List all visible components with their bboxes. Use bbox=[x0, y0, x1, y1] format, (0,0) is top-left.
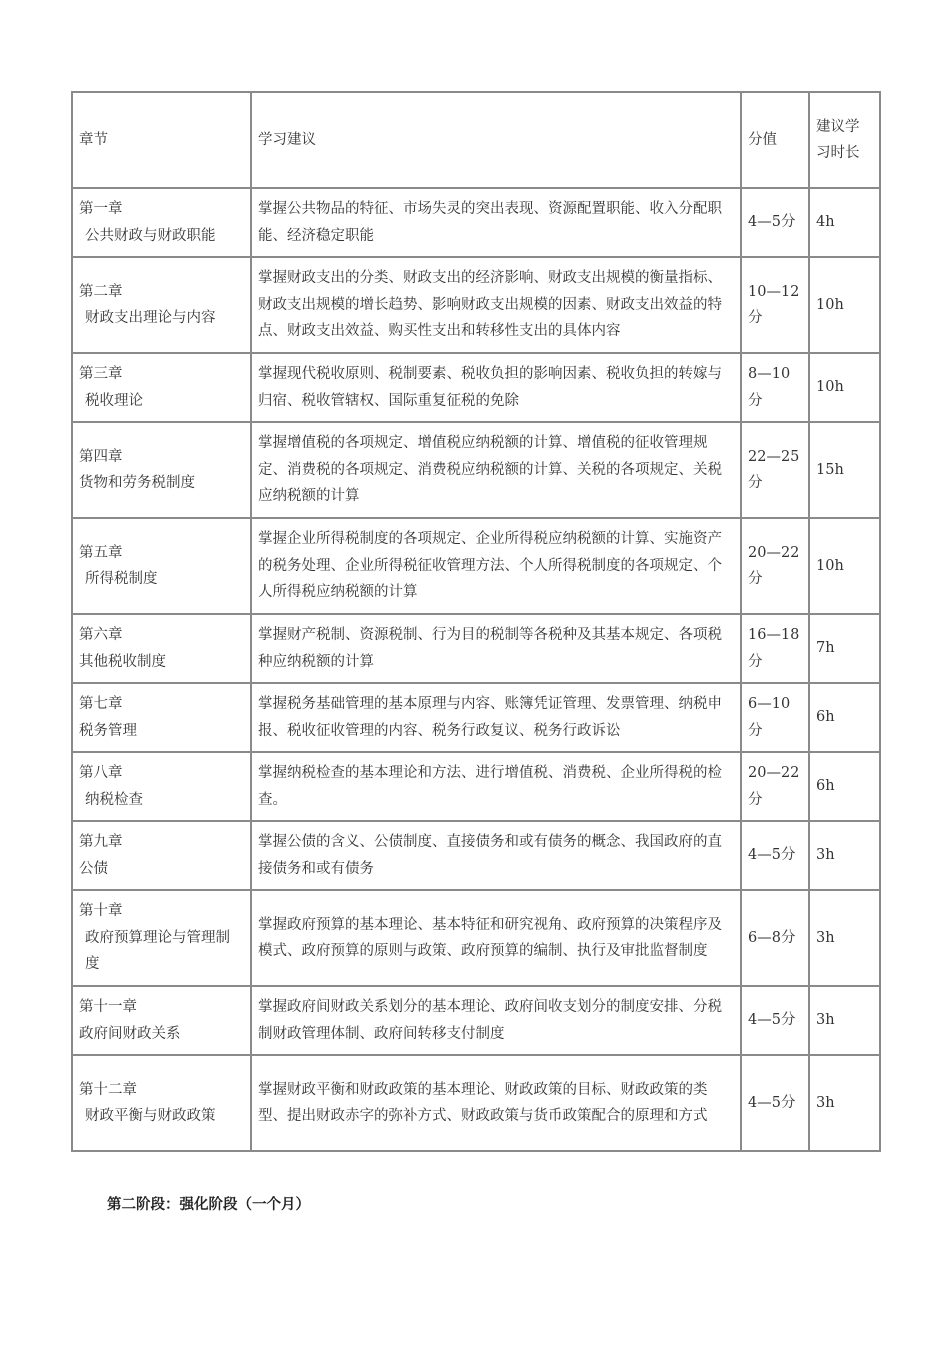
score-cell: 4—5分 bbox=[741, 188, 809, 257]
chapter-title: 税务管理 bbox=[79, 722, 137, 739]
advice-cell: 掌握政府间财政关系划分的基本理论、政府间收支划分的制度安排、分税制财政管理体制、政府间转移支付制度 bbox=[251, 986, 741, 1055]
chapter-title: 税收理论 bbox=[85, 392, 143, 409]
chapter-title: 政府间财政关系 bbox=[79, 1025, 181, 1042]
table-row bbox=[72, 518, 880, 614]
chapter-cell bbox=[72, 188, 251, 257]
score-cell: 20—22分 bbox=[741, 752, 809, 821]
score-cell: 20—22分 bbox=[741, 518, 809, 614]
chapter-number: 第九章 bbox=[79, 834, 123, 850]
table-row bbox=[72, 986, 880, 1055]
chapter-cell bbox=[72, 986, 251, 1055]
chapter-cell bbox=[72, 821, 251, 890]
score-cell: 6—8分 bbox=[741, 890, 809, 986]
chapter-title: 纳税检查 bbox=[85, 791, 143, 808]
chapter-number: 第三章 bbox=[79, 366, 123, 382]
time-cell: 3h bbox=[809, 986, 880, 1055]
score-cell: 22—25分 bbox=[741, 422, 809, 518]
time-cell: 10h bbox=[809, 257, 880, 353]
header-time: 建议学习时长 bbox=[809, 92, 880, 188]
chapter-cell bbox=[72, 614, 251, 683]
chapter-number: 第二章 bbox=[79, 283, 123, 300]
time-cell: 10h bbox=[809, 353, 880, 422]
chapter-title: 财政支出理论与内容 bbox=[85, 310, 216, 326]
time-cell: 3h bbox=[809, 821, 880, 890]
chapter-cell bbox=[72, 752, 251, 821]
score-cell: 16—18分 bbox=[741, 614, 809, 683]
advice-cell: 掌握公共物品的特征、市场失灵的突出表现、资源配置职能、收入分配职能、经济稳定职能 bbox=[251, 188, 741, 257]
time-cell: 7h bbox=[809, 614, 880, 683]
advice-cell: 掌握财产税制、资源税制、行为目的税制等各税种及其基本规定、各项税种应纳税额的计算 bbox=[251, 614, 741, 683]
advice-cell: 掌握政府预算的基本理论、基本特征和研究视角、政府预算的决策程序及模式、政府预算的原则与政策、政府预算的编制、执行及审批监督制度 bbox=[251, 890, 741, 986]
table-header-row bbox=[72, 92, 880, 188]
chapter-title: 所得税制度 bbox=[85, 571, 158, 587]
time-cell: 10h bbox=[809, 518, 880, 614]
time-cell: 3h bbox=[809, 890, 880, 986]
advice-cell: 掌握财政支出的分类、财政支出的经济影响、财政支出规模的衡量指标、财政支出规模的增长趋势、影响财政支出规模的因素、财政支出效益的特点、财政支出效益、购买性支出和转移性支出的具体内容 bbox=[251, 257, 741, 353]
table-row bbox=[72, 890, 880, 986]
advice-cell: 掌握现代税收原则、税制要素、税收负担的影响因素、税收负担的转嫁与归宿、税收管辖权、国际重复征税的免除 bbox=[251, 353, 741, 422]
advice-cell: 掌握增值税的各项规定、增值税应纳税额的计算、增值税的征收管理规定、消费税的各项规定、消费税应纳税额的计算、关税的各项规定、关税应纳税额的计算 bbox=[251, 422, 741, 518]
chapter-number: 第七章 bbox=[79, 696, 123, 712]
advice-cell: 掌握财政平衡和财政政策的基本理论、财政政策的目标、财政政策的类型、提出财政赤字的弥补方式、财政政策与货币政策配合的原理和方式 bbox=[251, 1055, 741, 1151]
chapter-number: 第五章 bbox=[79, 544, 123, 561]
advice-cell: 掌握税务基础管理的基本原理与内容、账簿凭证管理、发票管理、纳税申报、税收征收管理的内容、税务行政复议、税务行政诉讼 bbox=[251, 683, 741, 752]
time-cell: 4h bbox=[809, 188, 880, 257]
chapter-number: 第十一章 bbox=[79, 999, 137, 1015]
time-cell: 3h bbox=[809, 1055, 880, 1151]
score-cell: 8—10分 bbox=[741, 353, 809, 422]
score-cell: 10—12分 bbox=[741, 257, 809, 353]
chapter-cell bbox=[72, 422, 251, 518]
time-cell: 6h bbox=[809, 683, 880, 752]
chapter-number: 第六章 bbox=[79, 627, 123, 643]
table-row bbox=[72, 422, 880, 518]
chapter-title: 财政平衡与财政政策 bbox=[85, 1108, 216, 1124]
chapter-cell bbox=[72, 683, 251, 752]
chapter-title: 公共财政与财政职能 bbox=[85, 227, 216, 244]
chapter-number: 第四章 bbox=[79, 448, 123, 465]
score-cell: 4—5分 bbox=[741, 1055, 809, 1151]
chapter-cell bbox=[72, 353, 251, 422]
advice-cell: 掌握企业所得税制度的各项规定、企业所得税应纳税额的计算、实施资产的税务处理、企业所得税征收管理方法、个人所得税制度的各项规定、个人所得税应纳税额的计算 bbox=[251, 518, 741, 614]
stage-heading: 第二阶段：强化阶段（一个月） bbox=[107, 1196, 310, 1213]
score-cell: 6—10分 bbox=[741, 683, 809, 752]
chapter-number: 第八章 bbox=[79, 765, 123, 781]
time-cell: 6h bbox=[809, 752, 880, 821]
chapter-title: 政府预算理论与管理制度 bbox=[85, 929, 230, 973]
score-cell: 4—5分 bbox=[741, 986, 809, 1055]
study-plan-table bbox=[71, 91, 881, 1152]
chapter-title: 公债 bbox=[79, 860, 108, 877]
header-chapter: 章节 bbox=[72, 92, 251, 188]
table-row bbox=[72, 188, 880, 257]
chapter-title: 货物和劳务税制度 bbox=[79, 475, 195, 491]
advice-cell: 掌握公债的含义、公债制度、直接债务和或有债务的概念、我国政府的直接债务和或有债务 bbox=[251, 821, 741, 890]
advice-cell: 掌握纳税检查的基本理论和方法、进行增值税、消费税、企业所得税的检查。 bbox=[251, 752, 741, 821]
table-row bbox=[72, 821, 880, 890]
chapter-cell bbox=[72, 257, 251, 353]
table-row bbox=[72, 1055, 880, 1151]
chapter-cell bbox=[72, 518, 251, 614]
header-score: 分值 bbox=[741, 92, 809, 188]
chapter-cell bbox=[72, 1055, 251, 1151]
chapter-number: 第一章 bbox=[79, 201, 123, 217]
time-cell: 15h bbox=[809, 422, 880, 518]
score-cell: 4—5分 bbox=[741, 821, 809, 890]
table-row bbox=[72, 257, 880, 353]
table-row bbox=[72, 683, 880, 752]
chapter-number: 第十章 bbox=[79, 903, 123, 920]
header-advice: 学习建议 bbox=[251, 92, 741, 188]
table-row bbox=[72, 614, 880, 683]
table-row bbox=[72, 353, 880, 422]
table-row bbox=[72, 752, 880, 821]
chapter-cell bbox=[72, 890, 251, 986]
chapter-title: 其他税收制度 bbox=[79, 653, 166, 670]
chapter-number: 第十二章 bbox=[79, 1081, 137, 1098]
